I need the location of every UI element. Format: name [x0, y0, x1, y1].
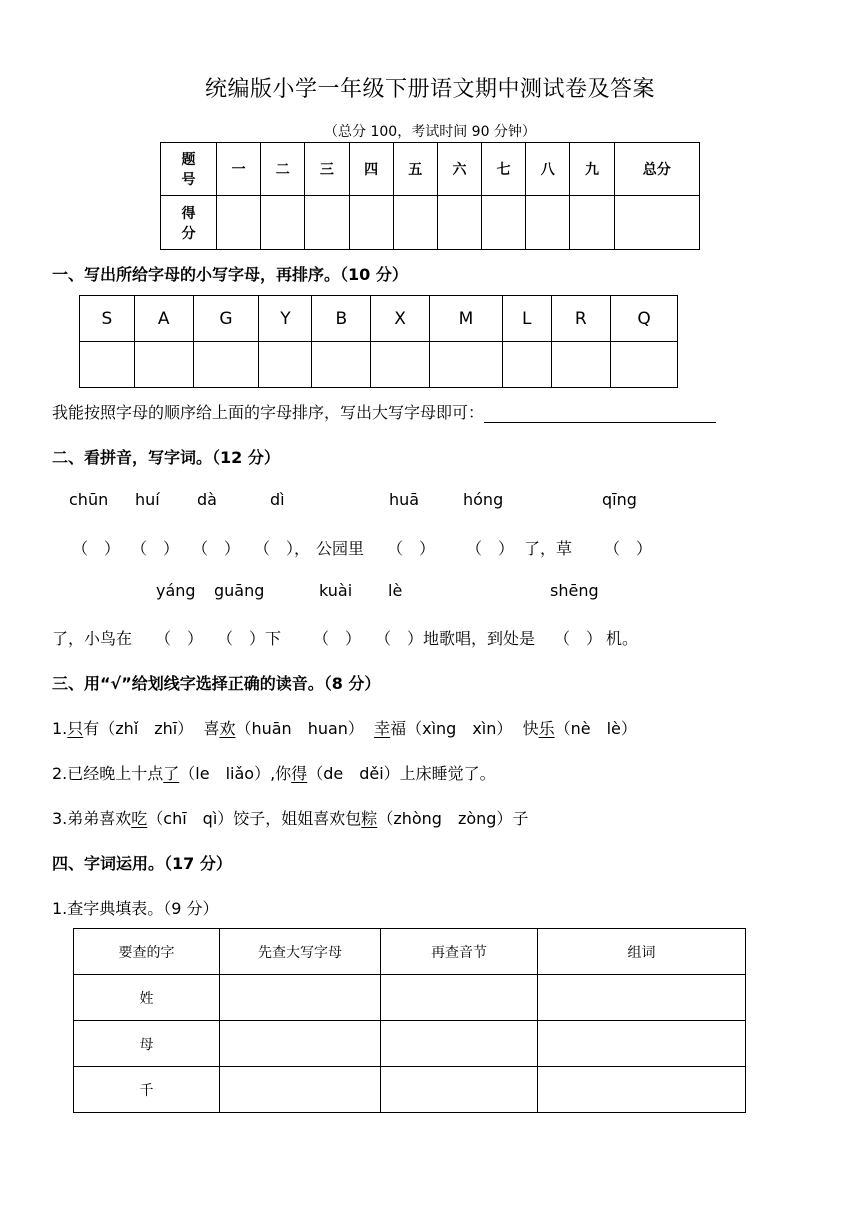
char-cell: 姓 — [74, 975, 220, 1021]
reading-choice[interactable]: 幸福（xìng xìn） — [374, 719, 513, 738]
answer-bracket[interactable]: （ ） — [131, 539, 180, 558]
answer-bracket[interactable]: （ ） — [313, 629, 362, 648]
section-4-heading: 四、字词运用。（17 分） — [52, 854, 232, 873]
answer-cell[interactable] — [381, 1021, 538, 1067]
answer-blank[interactable] — [484, 404, 716, 423]
score-cell[interactable] — [482, 196, 526, 250]
score-table — [160, 142, 700, 250]
score-cell[interactable] — [217, 196, 261, 250]
reading-choice[interactable]: 快乐（nè lè） — [522, 719, 637, 738]
pinyin: guāng — [214, 581, 265, 600]
sentence-text: 了，草 — [524, 539, 573, 558]
answer-bracket[interactable]: （ ） — [466, 539, 515, 558]
question-3-1: 1.只有（zhǐ zhī） 喜欢（huān huan） 幸福（xìng xìn） 快乐（nè lè） — [52, 719, 637, 738]
answer-bracket[interactable]: （ ） — [604, 539, 653, 558]
char-cell: 母 — [74, 1021, 220, 1067]
section-1-heading: 一、写出所给字母的小写字母，再排序。（10 分） — [52, 265, 408, 284]
table-header: 再查音节 — [381, 929, 538, 975]
score-cell[interactable] — [526, 196, 570, 250]
sentence-text: 公园里 — [316, 539, 365, 558]
score-cell[interactable] — [393, 196, 437, 250]
letters-table — [79, 295, 678, 388]
letter-cell: R — [551, 296, 611, 342]
letter-cell: B — [312, 296, 371, 342]
column-header: 总分 — [614, 143, 699, 196]
row-header-score: 得 分 — [161, 196, 217, 250]
column-header: 三 — [305, 143, 349, 196]
column-header: 五 — [393, 143, 437, 196]
row-header-number: 题 号 — [161, 143, 217, 196]
score-cell[interactable] — [305, 196, 349, 250]
letter-cell: X — [371, 296, 430, 342]
answer-cell[interactable] — [381, 1067, 538, 1113]
reading-choice[interactable]: 喜欢（huān huan） — [203, 719, 364, 738]
pinyin: hóng — [463, 490, 504, 509]
question-3-3[interactable]: 3.弟弟喜欢吃（chī qì）饺子，姐姐喜欢包粽（zhòng zòng）子 — [52, 809, 529, 828]
letter-cell: A — [134, 296, 193, 342]
sentence-text: 机。 — [606, 629, 639, 648]
sub-question-heading: 1.查字典填表。（9 分） — [52, 899, 219, 918]
table-header: 要查的字 — [74, 929, 220, 975]
answer-cell[interactable] — [430, 342, 503, 388]
letter-cell: M — [430, 296, 503, 342]
answer-cell[interactable] — [551, 342, 611, 388]
answer-cell[interactable] — [193, 342, 259, 388]
pinyin: kuài — [319, 581, 353, 600]
answer-cell[interactable] — [538, 975, 746, 1021]
pinyin: lè — [388, 581, 403, 600]
letter-cell: Y — [259, 296, 312, 342]
exam-info: （总分 100，考试时间 90 分钟） — [324, 124, 536, 140]
answer-bracket[interactable]: （ ） — [192, 539, 241, 558]
table-row — [74, 1067, 746, 1113]
column-header: 七 — [482, 143, 526, 196]
pinyin: huí — [135, 490, 160, 509]
answer-cell[interactable] — [312, 342, 371, 388]
answer-bracket[interactable]: （ ） — [554, 629, 603, 648]
answer-bracket[interactable]: （ ）地歌唱，到处是 — [375, 629, 536, 648]
pinyin: huā — [389, 490, 420, 509]
letter-cell: L — [502, 296, 551, 342]
answer-cell[interactable] — [220, 1067, 381, 1113]
score-cell[interactable] — [437, 196, 481, 250]
section-2-heading: 二、看拼音，写字词。（12 分） — [52, 448, 280, 467]
column-header: 二 — [261, 143, 305, 196]
answer-bracket[interactable]: （ ）下 — [217, 629, 282, 648]
column-header: 九 — [570, 143, 614, 196]
pinyin: chūn — [69, 490, 109, 509]
answer-cell[interactable] — [220, 1021, 381, 1067]
column-header: 四 — [349, 143, 393, 196]
answer-bracket[interactable]: （ ） — [155, 629, 204, 648]
score-cell[interactable] — [349, 196, 393, 250]
column-header: 一 — [217, 143, 261, 196]
letter-cell: S — [80, 296, 135, 342]
section-3-heading: 三、用“√”给划线字选择正确的读音。（8 分） — [52, 674, 381, 693]
pinyin: dì — [270, 490, 285, 509]
column-header: 六 — [437, 143, 481, 196]
letter-cell: G — [193, 296, 259, 342]
answer-cell[interactable] — [220, 975, 381, 1021]
table-row — [74, 975, 746, 1021]
answer-cell[interactable] — [381, 975, 538, 1021]
column-header: 八 — [526, 143, 570, 196]
dictionary-table — [73, 928, 746, 1113]
table-header: 组词 — [538, 929, 746, 975]
pinyin: qīng — [602, 490, 637, 509]
answer-bracket[interactable]: （ ） — [387, 539, 436, 558]
sentence-text: 了，小鸟在 — [52, 629, 133, 648]
answer-bracket[interactable]: （ ）， — [254, 539, 311, 558]
answer-cell[interactable] — [538, 1067, 746, 1113]
answer-cell[interactable] — [259, 342, 312, 388]
answer-cell[interactable] — [80, 342, 135, 388]
answer-cell[interactable] — [134, 342, 193, 388]
pinyin: dà — [197, 490, 217, 509]
pinyin: shēng — [550, 581, 599, 600]
sort-instruction: 我能按照字母的顺序给上面的字母排序，写出大写字母即可： — [52, 400, 716, 423]
score-cell[interactable] — [614, 196, 699, 250]
letter-cell: Q — [611, 296, 678, 342]
char-cell: 千 — [74, 1067, 220, 1113]
question-3-2[interactable]: 2.已经晚上十点了（le liǎo）,你得（de děi）上床睡觉了。 — [52, 764, 496, 783]
page-title: 统编版小学一年级下册语文期中测试卷及答案 — [204, 77, 655, 102]
table-header: 先查大写字母 — [220, 929, 381, 975]
answer-cell[interactable] — [502, 342, 551, 388]
table-row — [74, 1021, 746, 1067]
reading-choice[interactable]: 只有（zhǐ zhī） — [67, 719, 194, 738]
answer-cell[interactable] — [371, 342, 430, 388]
answer-cell[interactable] — [538, 1021, 746, 1067]
answer-cell[interactable] — [611, 342, 678, 388]
answer-bracket[interactable]: （ ） — [72, 539, 121, 558]
pinyin: yáng — [156, 581, 196, 600]
score-cell[interactable] — [261, 196, 305, 250]
score-cell[interactable] — [570, 196, 614, 250]
